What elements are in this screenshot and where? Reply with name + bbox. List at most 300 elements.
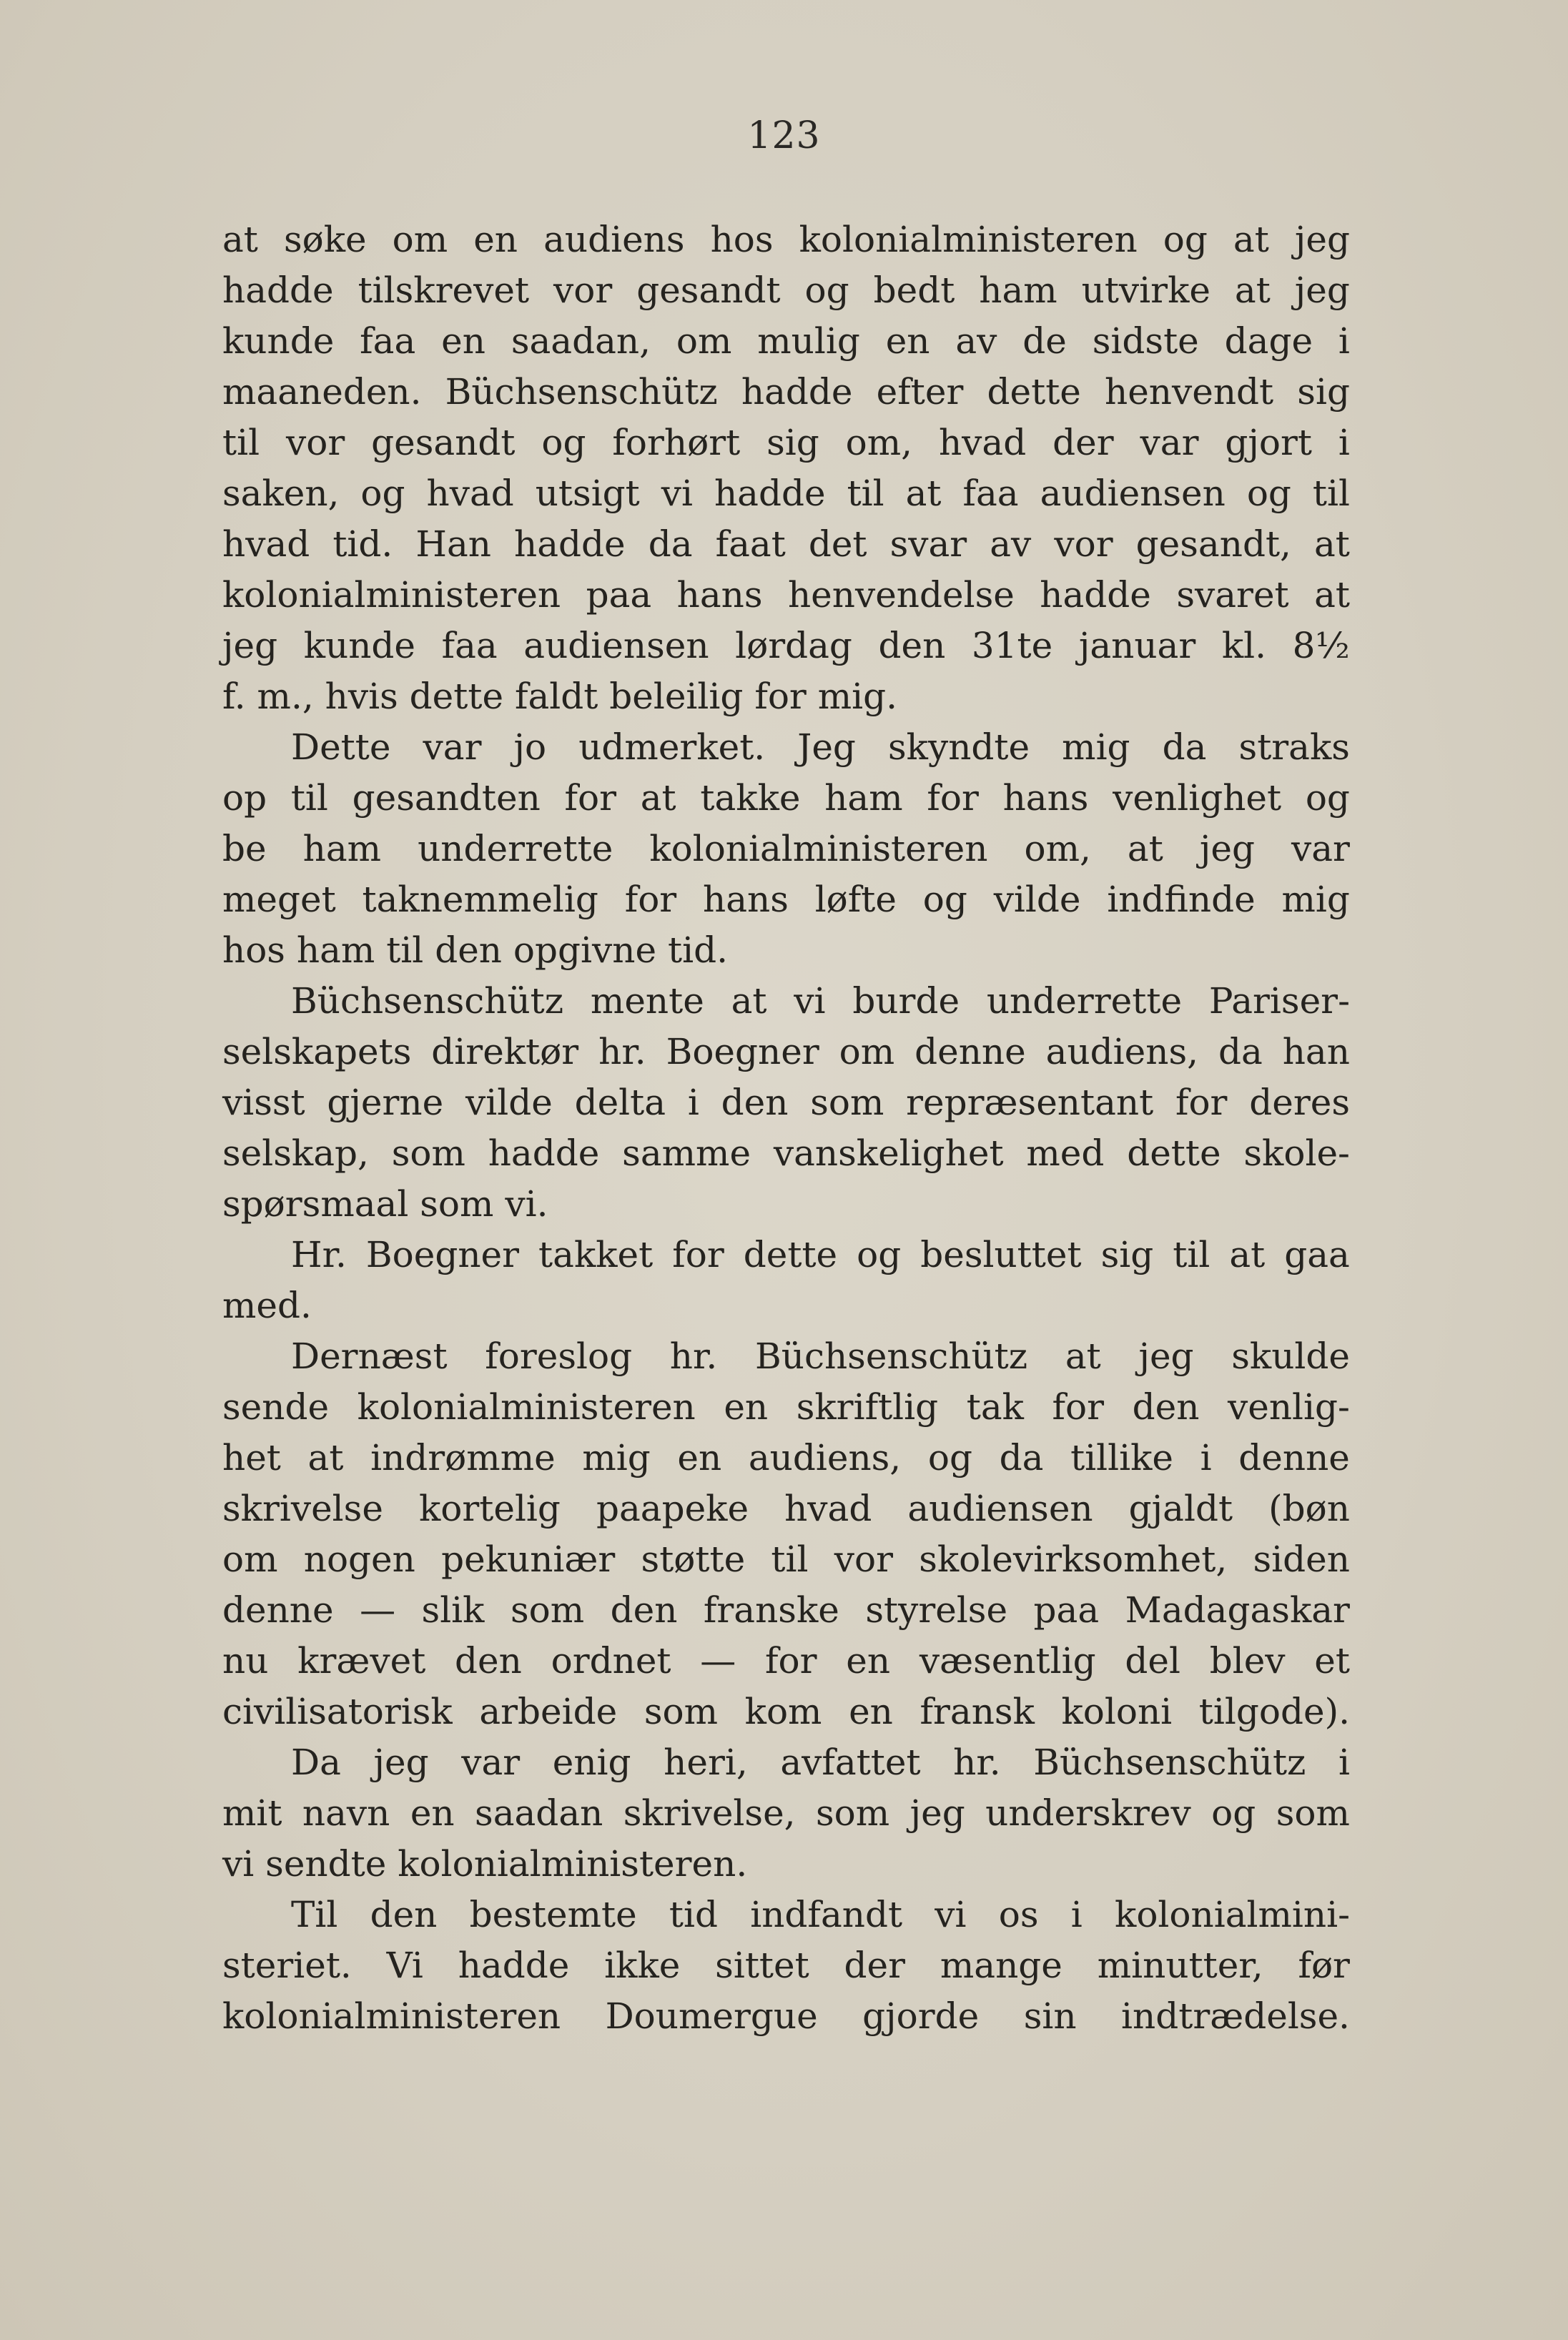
word: ham — [979, 270, 1057, 311]
word: som — [391, 1132, 465, 1174]
word: kolonialministeren — [222, 1995, 561, 2037]
word: vi — [222, 1843, 255, 1885]
word: de — [1022, 320, 1067, 362]
word: som — [510, 1589, 585, 1631]
word: vilde — [993, 879, 1081, 920]
word: jeg — [1199, 828, 1255, 869]
word: audiens, — [1045, 1031, 1198, 1072]
word: Dernæst — [291, 1336, 448, 1377]
word: ham — [824, 777, 903, 819]
word: søke — [283, 219, 367, 260]
word: en — [473, 219, 518, 260]
word: bedt — [873, 270, 955, 311]
word: meget — [222, 879, 336, 920]
text-line — [222, 1788, 1350, 1839]
word: var — [461, 1742, 521, 1783]
word: venlighet — [1113, 777, 1282, 819]
word: gjort — [1225, 422, 1312, 463]
word: Dette — [291, 726, 391, 768]
word: tid — [669, 1894, 718, 1935]
text-line — [222, 214, 1350, 265]
word: kolonialministeren — [649, 828, 988, 869]
word: minutter, — [1097, 1945, 1263, 1986]
word: at — [1234, 270, 1271, 311]
word: om, — [1024, 828, 1091, 869]
word: da — [1218, 1031, 1263, 1072]
word: kl. — [1221, 625, 1267, 666]
word: kolonialministeren — [222, 574, 561, 616]
word: den — [1132, 1386, 1200, 1428]
word: den — [370, 1894, 438, 1935]
text-line — [222, 671, 1350, 722]
word: direktør — [431, 1031, 579, 1072]
text-line — [222, 1433, 1350, 1484]
word: hadde — [741, 371, 853, 413]
word: i — [1338, 422, 1350, 463]
word: ham — [302, 828, 382, 869]
word: løfte — [814, 879, 897, 920]
word: den — [455, 1640, 522, 1682]
word: deres — [1249, 1082, 1350, 1123]
word: tillike — [1070, 1437, 1174, 1478]
word: indtrædelse. — [1121, 1995, 1350, 2037]
text-line — [222, 1737, 1350, 1788]
word: til — [386, 929, 424, 971]
word: heri, — [664, 1742, 748, 1783]
text-line — [222, 1991, 1350, 2042]
word: i — [1070, 1894, 1083, 1935]
word: gesandt — [636, 270, 781, 311]
word: Til — [291, 1894, 338, 1935]
word: bestemte — [469, 1894, 637, 1935]
word: utvirke — [1081, 270, 1210, 311]
word: da — [999, 1437, 1044, 1478]
text-line — [222, 1230, 1350, 1280]
word: vi — [794, 980, 826, 1022]
word: skyndte — [887, 726, 1030, 768]
word: op — [222, 777, 267, 819]
word: for — [1052, 1386, 1105, 1428]
word: kolonialmini- — [1115, 1894, 1350, 1935]
word: sendte — [265, 1843, 387, 1885]
word: underrette — [418, 828, 613, 869]
word: ordnet — [551, 1640, 671, 1682]
word: franske — [703, 1589, 839, 1631]
word: før — [1298, 1945, 1350, 1986]
word: kunde — [303, 625, 415, 666]
word: en — [410, 1792, 455, 1834]
word: kolonialministeren — [357, 1386, 696, 1428]
word: av — [955, 320, 997, 362]
word: f. — [222, 676, 246, 717]
word: fransk — [919, 1691, 1035, 1732]
word: tak — [966, 1386, 1024, 1428]
word: avfattet — [780, 1742, 921, 1783]
word: sig — [1100, 1234, 1154, 1275]
word: Büchsenschütz — [291, 980, 564, 1022]
word: slik — [421, 1589, 485, 1631]
word: nu — [222, 1640, 269, 1682]
word: — — [360, 1589, 396, 1631]
word: steriet. — [222, 1945, 352, 1986]
word: dette — [743, 1234, 838, 1275]
word: indfinde — [1107, 879, 1256, 920]
word: en — [441, 320, 485, 362]
word: var — [423, 726, 482, 768]
word: at — [222, 219, 258, 260]
word: mit — [222, 1792, 282, 1834]
word: del — [1125, 1640, 1180, 1682]
word: væsentlig — [919, 1640, 1096, 1682]
word: skriftlig — [796, 1386, 939, 1428]
word: tilgode). — [1198, 1691, 1350, 1732]
word: for — [1175, 1082, 1228, 1123]
word: mange — [940, 1945, 1062, 1986]
word: paa — [1033, 1589, 1100, 1631]
page-number: 123 — [747, 114, 821, 157]
word: den — [435, 929, 503, 971]
word: til — [1173, 1234, 1210, 1275]
word: gjaldt — [1128, 1488, 1233, 1529]
word: til — [771, 1539, 809, 1580]
word: dette — [1127, 1132, 1221, 1174]
word: at — [1233, 219, 1269, 260]
word: at — [640, 777, 676, 819]
text-line — [222, 367, 1350, 418]
word: venlig- — [1228, 1386, 1350, 1428]
text-line — [222, 418, 1350, 468]
word: denne — [222, 1589, 334, 1631]
word: jeg — [1138, 1336, 1194, 1377]
word: skulde — [1231, 1336, 1350, 1377]
word: Büchsenschütz — [1033, 1742, 1306, 1783]
word: mulig — [757, 320, 860, 362]
word: at — [1314, 574, 1350, 616]
text-line — [222, 1534, 1350, 1585]
word: enig — [552, 1742, 631, 1783]
word: be — [222, 828, 267, 869]
word: ikke — [604, 1945, 681, 1986]
word: indrømme — [370, 1437, 556, 1478]
word: sende — [222, 1386, 330, 1428]
word: sidste — [1092, 320, 1199, 362]
word: hadde — [222, 270, 334, 311]
word: om — [839, 1031, 895, 1072]
word: hvad — [426, 473, 514, 514]
word: gjorde — [862, 1995, 980, 2037]
word: en — [846, 1640, 891, 1682]
word: takke — [700, 777, 801, 819]
word: burde — [852, 980, 960, 1022]
word: skrivelse, — [623, 1792, 796, 1834]
word: et — [1314, 1640, 1350, 1682]
word: Boegner — [666, 1031, 819, 1072]
word: delta — [574, 1082, 666, 1123]
word: repræsentant — [906, 1082, 1154, 1123]
word: siden — [1253, 1539, 1350, 1580]
word: Büchsenschütz — [445, 371, 718, 413]
word: sig — [766, 422, 819, 463]
word: en — [885, 320, 930, 362]
text-line — [222, 874, 1350, 925]
word: selskap, — [222, 1132, 369, 1174]
word: til — [1312, 473, 1350, 514]
word: hans — [703, 879, 789, 920]
word: jeg — [909, 1792, 965, 1834]
word: hadde — [458, 1945, 570, 1986]
word: som — [816, 1792, 890, 1834]
word: — — [700, 1640, 736, 1682]
word: i — [1338, 320, 1350, 362]
word: av — [990, 523, 1032, 565]
word: blev — [1209, 1640, 1286, 1682]
word: hadde — [488, 1132, 600, 1174]
word: at — [905, 473, 942, 514]
word: skole- — [1243, 1132, 1350, 1174]
word: hvis — [325, 676, 398, 717]
word: han — [1282, 1031, 1350, 1072]
word: jeg — [222, 625, 278, 666]
word: udmerket. — [578, 726, 766, 768]
word: om — [392, 219, 448, 260]
word: saken, — [222, 473, 340, 514]
word: jeg — [1294, 219, 1350, 260]
word: og — [360, 473, 405, 514]
word: audiens — [543, 219, 685, 260]
word: for — [564, 777, 617, 819]
word: at — [731, 980, 767, 1022]
word: om — [676, 320, 732, 362]
word: og — [1246, 473, 1291, 514]
word: denne — [1238, 1437, 1350, 1478]
word: og — [804, 270, 849, 311]
word: lørdag — [735, 625, 852, 666]
word: ham — [296, 929, 375, 971]
text-line — [222, 1687, 1350, 1737]
word: foreslog — [485, 1336, 633, 1377]
word: vor — [285, 422, 345, 463]
word: for — [765, 1640, 817, 1682]
word: hr. — [598, 1031, 646, 1072]
word: hadde — [1040, 574, 1151, 616]
word: straks — [1238, 726, 1350, 768]
word: en — [724, 1386, 769, 1428]
text-line — [222, 976, 1350, 1027]
word: for — [754, 676, 807, 717]
word: da — [1162, 726, 1207, 768]
word: vor — [1054, 523, 1113, 565]
word: arbeide — [479, 1691, 618, 1732]
word: tilskrevet — [358, 270, 530, 311]
word: for — [624, 879, 677, 920]
word: paa — [586, 574, 652, 616]
word: hvad — [222, 523, 310, 565]
word: saadan, — [511, 320, 651, 362]
word: mig — [1062, 726, 1130, 768]
word: dette — [409, 676, 504, 717]
word: Madagaskar — [1125, 1589, 1350, 1631]
text-line — [222, 824, 1350, 874]
text-line — [222, 570, 1350, 621]
word: het — [222, 1437, 281, 1478]
word: og — [1163, 219, 1208, 260]
word: audiensen — [523, 625, 709, 666]
word: opgivne — [513, 929, 657, 971]
word: henvendelse — [787, 574, 1015, 616]
text-line — [222, 316, 1350, 367]
word: om — [222, 1539, 278, 1580]
word: som — [810, 1082, 884, 1123]
text-line — [222, 1839, 1350, 1890]
text-line — [222, 1331, 1350, 1382]
word: jeg — [1294, 270, 1350, 311]
word: sig — [1297, 371, 1350, 413]
text-line — [222, 1940, 1350, 1991]
word: og — [1305, 777, 1350, 819]
word: 31te — [971, 625, 1053, 666]
word: at — [307, 1437, 344, 1478]
word: faat — [715, 523, 786, 565]
word: gesandten — [352, 777, 541, 819]
text-line — [222, 1280, 1350, 1331]
word: Pariser- — [1208, 980, 1350, 1022]
word: tid. — [667, 929, 728, 971]
word: for — [672, 1234, 724, 1275]
word: navn — [302, 1792, 390, 1834]
word: Da — [291, 1742, 341, 1783]
word: jo — [513, 726, 547, 768]
word: kolonialministeren — [799, 219, 1138, 260]
text-line — [222, 519, 1350, 570]
word: at — [1065, 1336, 1101, 1377]
word: underskrev — [985, 1792, 1191, 1834]
word: civilisatorisk — [222, 1691, 453, 1732]
word: faa — [962, 473, 1019, 514]
word: den — [878, 625, 946, 666]
word: og — [927, 1437, 972, 1478]
word: kom — [744, 1691, 822, 1732]
word: for — [927, 777, 979, 819]
word: mente — [590, 980, 704, 1022]
text-line — [222, 722, 1350, 773]
text-line — [222, 1128, 1350, 1179]
word: hr. — [953, 1742, 1001, 1783]
word: og — [922, 879, 967, 920]
word: besluttet — [920, 1234, 1082, 1275]
text-line — [222, 1179, 1350, 1230]
word: vi — [935, 1894, 967, 1935]
word: at — [1127, 828, 1163, 869]
word: kolonialministeren. — [398, 1843, 748, 1885]
word: samme — [622, 1132, 751, 1174]
word: forhørt — [612, 422, 741, 463]
word: faa — [360, 320, 416, 362]
text-line — [222, 621, 1350, 671]
word: 8½ — [1292, 625, 1350, 666]
word: og — [1211, 1792, 1256, 1834]
word: henvendt — [1105, 371, 1274, 413]
word: gesandt — [371, 422, 516, 463]
word: svar — [889, 523, 967, 565]
word: støtte — [641, 1539, 746, 1580]
word: en — [849, 1691, 893, 1732]
word: gaa — [1284, 1234, 1350, 1275]
word: paapeke — [596, 1488, 749, 1529]
word: der — [844, 1945, 906, 1986]
word: skolevirksomhet, — [919, 1539, 1228, 1580]
text-line — [222, 925, 1350, 976]
word: Boegner — [365, 1234, 520, 1275]
word: i — [1200, 1437, 1212, 1478]
word: den — [610, 1589, 678, 1631]
word: som — [1276, 1792, 1350, 1834]
word: maaneden. — [222, 371, 422, 413]
word: dage — [1224, 320, 1313, 362]
word: om, — [845, 422, 913, 463]
word: hvad — [784, 1488, 872, 1529]
word: som — [644, 1691, 719, 1732]
word: Jeg — [797, 726, 856, 768]
word: underrette — [986, 980, 1183, 1022]
text-line — [222, 468, 1350, 519]
word: og — [857, 1234, 902, 1275]
word: kortelig — [418, 1488, 561, 1529]
word: vilde — [465, 1082, 553, 1123]
word: var — [1291, 828, 1350, 869]
text-line — [222, 265, 1350, 316]
word: det — [808, 523, 867, 565]
word: selskapets — [222, 1031, 412, 1072]
word: da — [648, 523, 693, 565]
word: hans — [1002, 777, 1089, 819]
word: vi. — [505, 1183, 548, 1225]
word: hans — [676, 574, 763, 616]
text-line — [222, 773, 1350, 824]
word: i — [1338, 1742, 1350, 1783]
word: Doumergue — [605, 1995, 818, 2037]
word: saadan — [475, 1792, 603, 1834]
word: hr. — [669, 1336, 718, 1377]
word: spørsmaal — [222, 1183, 409, 1225]
word: hadde — [714, 473, 826, 514]
word: mig. — [817, 676, 898, 717]
word: visst — [222, 1082, 305, 1123]
word: m., — [257, 676, 314, 717]
word: takket — [538, 1234, 654, 1275]
word: tid. — [332, 523, 393, 565]
word: nogen — [303, 1539, 415, 1580]
word: og — [541, 422, 586, 463]
word: den — [721, 1082, 789, 1123]
word: hadde — [514, 523, 626, 565]
text-line — [222, 1636, 1350, 1687]
word: hos — [710, 219, 774, 260]
word: gesandt, — [1135, 523, 1291, 565]
word: audiensen — [907, 1488, 1093, 1529]
word: vi — [661, 473, 693, 514]
word: dette — [987, 371, 1081, 413]
word: vor — [834, 1539, 893, 1580]
word: os — [998, 1894, 1039, 1935]
word: faldt — [514, 676, 598, 717]
word: skrivelse — [222, 1488, 383, 1529]
word: januar — [1078, 625, 1196, 666]
word: i — [687, 1082, 699, 1123]
word: som — [420, 1183, 494, 1225]
text-line — [222, 1382, 1350, 1433]
word: faa — [441, 625, 498, 666]
word: at — [1229, 1234, 1266, 1275]
